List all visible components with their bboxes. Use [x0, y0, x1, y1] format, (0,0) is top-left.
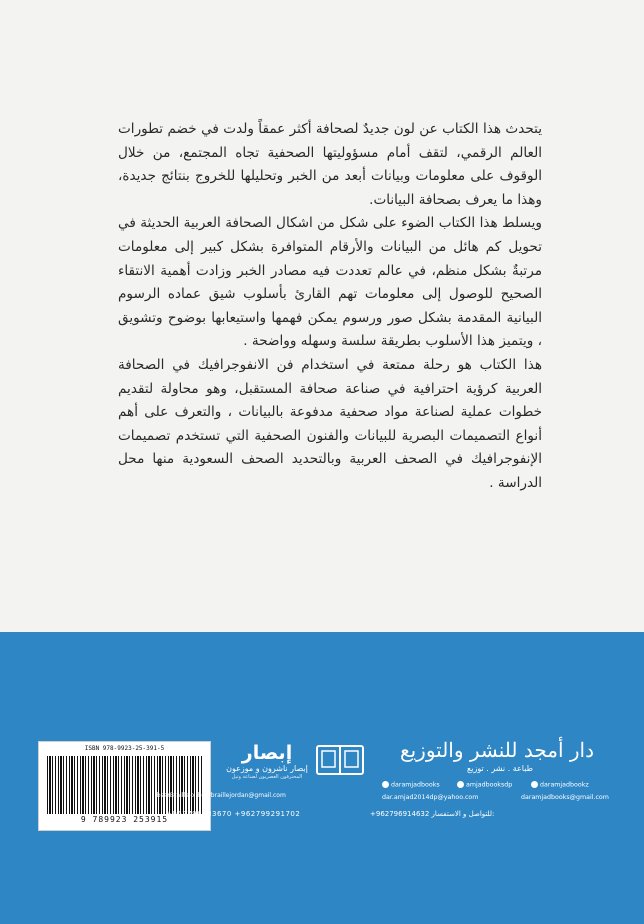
open-book-icon: [315, 742, 365, 778]
description-text: [118, 118, 542, 496]
paragraph-1: يتحدث هذا الكتاب عن لون جديدٌ لصحافة أكثر عمقاً ولدت في خضم تطورات العالم الرقمي، لتقف أمام مسؤوليتها الصحفية تجاه المجتمع، من خلال الوقوف على معلومات وبيانات أبعد من الخبر وتحليلها للخروج بنتائج جديدة، وهذا ما يعرف بصحافة البيانات.: [118, 121, 542, 208]
publisher-name: دار أمجد للنشر والتوزيع: [399, 738, 595, 762]
isbn-label: ISBN 978-9923-25-391-5: [84, 745, 165, 752]
ibsar-subtitle: المحترفون العصريون لصناعة وتيل: [231, 774, 303, 780]
email-gmail: daramjadbooks@gmail.com: [521, 794, 609, 801]
social-icon: [382, 781, 389, 788]
barcode-bars: [47, 756, 202, 814]
social-facebook: daramjadbooks: [382, 781, 440, 789]
ibsar-phone: +962796803670 +962799291702: [166, 810, 301, 818]
ibsar-logo-text: إبصار: [241, 742, 293, 764]
ibsar-logo: [222, 742, 312, 790]
social-icon: [531, 781, 538, 788]
social-icon: [457, 781, 464, 788]
social-instagram: amjadbooksdp: [457, 781, 512, 789]
publisher-tagline: طباعة . نشر . توزيع: [466, 764, 534, 773]
paragraph-2: ويسلط هذا الكتاب الضوء على شكل من اشكال الصحافة العربية الحديثة في تحويل كم هائل من البيانات والأرقام المتوافرة بشكل كبير إلى معلومات مرتبةٌ بشكل منظم، في عالم تعددت فيه مصادر الخبر وزادت أهمية الانتقاء الصحيح للوصول إلى معلومات تهم القارئ بأسلوب شيق عماده الرسوم البيانية المقدمة بشكل صور ورسوم يمكن فهمها واستيعابها بوضوح وتشويق ، ويتميز هذا الأسلوب بطريقة سلسة وسهله وواضحة .: [118, 215, 542, 350]
barcode-number: 9 789923 253915: [80, 815, 169, 824]
publisher-phone: +962796914632 للتواصل و الاستفسار:: [370, 810, 495, 818]
social-twitter: daramjadbookz: [531, 781, 589, 789]
ibsar-social: IbsarBraillejo ibsarbraillejordan@gmail.com: [155, 792, 286, 799]
email-yahoo: dar.amjad2014dp@yahoo.com: [382, 794, 479, 801]
paragraph-3: هذا الكتاب هو رحلة ممتعة في استخدام فن الانفوجرافيك في الصحافة العربية كرؤية احترافية في صناعة صحافة المستقبل، وهو محاولة لتقديم خطوات عملية لصناعة مواد صحفية مدفوعة بالبيانات ، والتعرف على أهم أنواع التصميمات البصرية للبيانات والفنون الصحفية التي تستخدم تصميمات الإنفوجرافيك في الصحف العربية وبالتحديد الصحف السعودية منها محل الدراسة .: [118, 356, 542, 491]
ibsar-tagline: إبصار ناشرون و موزعون: [226, 764, 308, 773]
